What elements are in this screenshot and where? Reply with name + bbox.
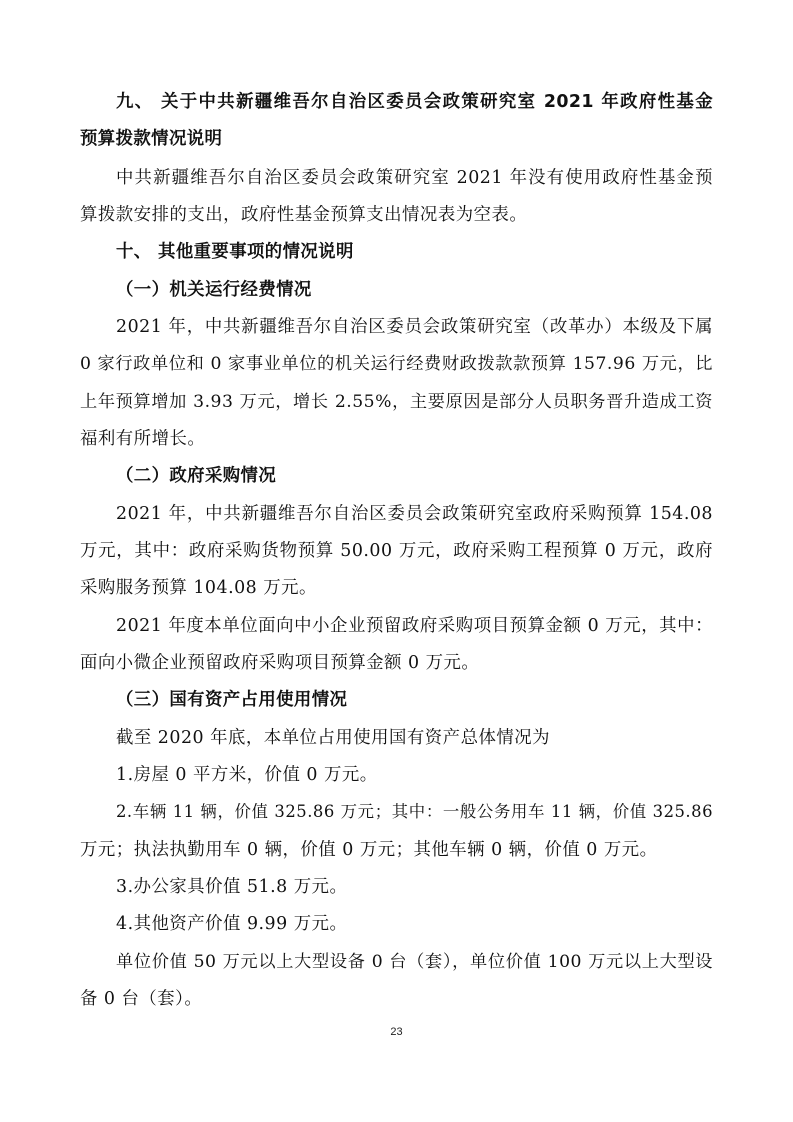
subsection-3-heading: （三）国有资产占用使用情况: [116, 690, 348, 710]
subsection-2-para-2-line-1: 2021 年度本单位面向中小企业预留政府采购项目预算金额 0 万元，其中：: [116, 616, 713, 636]
subsection-2-heading: （二）政府采购情况: [116, 466, 277, 486]
subsection-2-para-1-line-3: 采购服务预算 104.08 万元。: [80, 578, 317, 598]
asset-item-4: 4.其他资产价值 9.99 万元。: [116, 914, 348, 934]
section-9-paragraph-line-1: 中共新疆维吾尔自治区委员会政策研究室 2021 年没有使用政府性基金预: [116, 168, 713, 188]
asset-item-1: 1.房屋 0 平方米，价值 0 万元。: [116, 765, 378, 785]
subsection-3-intro: 截至 2020 年底，本单位占用使用国有资产总体情况为: [116, 728, 551, 748]
equipment-line-2: 备 0 台（套）。: [80, 989, 203, 1009]
subsection-2-para-1-line-2: 万元，其中：政府采购货物预算 50.00 万元，政府采购工程预算 0 万元，政府: [80, 541, 713, 561]
subsection-1-line-2: 0 家行政单位和 0 家事业单位的机关运行经费财政拨款款预算 157.96 万元，比: [80, 354, 713, 374]
subsection-1-heading: （一）机关运行经费情况: [116, 280, 312, 300]
section-10-heading: 十、 其他重要事项的情况说明: [116, 242, 354, 262]
subsection-1-line-1: 2021 年，中共新疆维吾尔自治区委员会政策研究室（改革办）本级及下属: [116, 317, 713, 337]
section-9-heading-line-2: 预算拨款情况说明: [80, 129, 223, 149]
subsection-1-line-4: 福利有所增长。: [80, 429, 206, 449]
subsection-2-para-1-line-1: 2021 年，中共新疆维吾尔自治区委员会政策研究室政府采购预算 154.08: [116, 504, 713, 524]
asset-item-2-line-2: 万元；执法执勤用车 0 辆，价值 0 万元；其他车辆 0 辆，价值 0 万元。: [80, 840, 658, 860]
equipment-line-1: 单位价值 50 万元以上大型设备 0 台（套），单位价值 100 万元以上大型设: [116, 952, 713, 972]
subsection-1-line-3: 上年预算增加 3.93 万元，增长 2.55%，主要原因是部分人员职务晋升造成工资: [80, 392, 713, 412]
asset-item-2-line-1: 2.车辆 11 辆，价值 325.86 万元；其中：一般公务用车 11 辆，价值 325.86: [116, 802, 713, 821]
subsection-2-para-2-line-2: 面向小微企业预留政府采购项目预算金额 0 万元。: [80, 653, 480, 673]
section-9-paragraph-line-2: 算拨款安排的支出，政府性基金预算支出情况表为空表。: [80, 205, 528, 225]
page-number: 23: [390, 1026, 403, 1038]
asset-item-3: 3.办公家具价值 51.8 万元。: [116, 877, 348, 897]
section-9-heading-line-1: 九、 关于中共新疆维吾尔自治区委员会政策研究室 2021 年政府性基金: [116, 92, 713, 112]
